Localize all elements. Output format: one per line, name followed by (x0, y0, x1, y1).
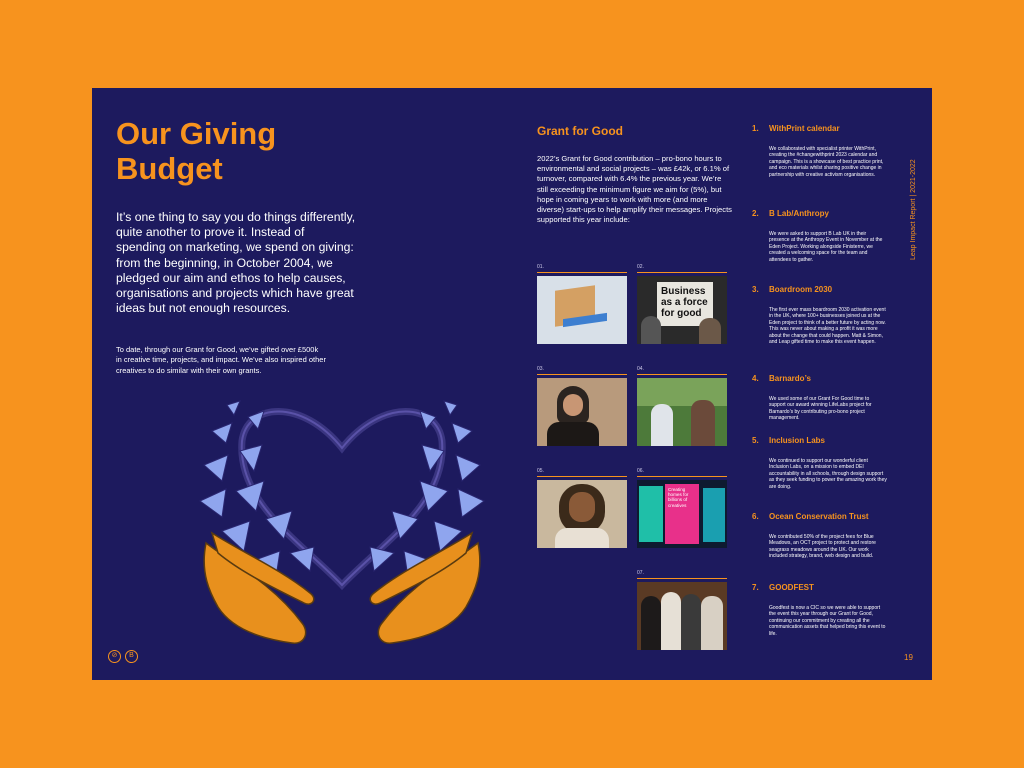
item-number: 1. (752, 124, 759, 133)
photo-02 (637, 264, 727, 344)
photo-05 (537, 468, 627, 548)
photo-number: 01. (537, 264, 544, 270)
list-item (752, 285, 912, 345)
item-title: WithPrint calendar (769, 124, 840, 133)
photo-03 (537, 366, 627, 446)
item-number: 2. (752, 209, 759, 218)
hands-heart-illustration (192, 393, 492, 648)
item-title: GOODFEST (769, 583, 814, 592)
grant-summary-paragraph: To date, through our Grant for Good, we’ve gifted over £500k in creative time, projects, and impact. We’ve also inspired other creatives to do similar with their own grants. (116, 345, 326, 375)
list-item (752, 374, 912, 422)
poster-text: Creating homes for billions of creatives (665, 484, 699, 544)
item-title: B Lab/Anthropy (769, 209, 829, 218)
intro-paragraph: It’s one thing to say you do things differently, quite another to prove it. Instead of spending on marketing, we spend on giving: from the beginning, in October 2004, we pledged our aim and ethos to help causes, organisations and projects which have great ideas but not enough resources. (116, 210, 356, 316)
item-body: We were asked to support B Lab UK in their presence at the Anthropy Event in November at the Eden Project. Working alongside Finisterre, we created a welcoming space for the team and attendees to gather. (769, 231, 883, 263)
item-title: Barnardo’s (769, 374, 811, 383)
list-item (752, 124, 912, 178)
item-number: 5. (752, 436, 759, 445)
title-line-1: Our Giving (116, 116, 277, 151)
item-body: We contributed 50% of the project fees for Blue Meadows, an OCT project to protect and restore seagrass meadows around the UK. Our work included strategy, brand, web design and build. (769, 534, 876, 560)
business-force-photo (637, 276, 727, 344)
speaker-photo (537, 378, 627, 446)
item-number: 3. (752, 285, 759, 294)
grant-for-good-heading: Grant for Good (537, 124, 623, 138)
photo-number: 03. (537, 366, 544, 372)
item-title: Inclusion Labs (769, 436, 826, 445)
item-number: 6. (752, 512, 759, 521)
b-corp-icon: B (125, 650, 138, 663)
photo-number: 02. (637, 264, 644, 270)
photo-number: 04. (637, 366, 644, 372)
list-item (752, 512, 912, 560)
photo-number: 06. (637, 468, 644, 474)
calendar-photo (537, 276, 627, 344)
running-title-text: Leap Impact Report | 2021-2022 (910, 159, 917, 260)
no-plastic-icon: ⊘ (108, 650, 121, 663)
page-number: 19 (904, 653, 913, 662)
item-number: 4. (752, 374, 759, 383)
photo-06 (637, 468, 727, 548)
item-title: Boardroom 2030 (769, 285, 833, 294)
photo-number: 07. (637, 570, 644, 576)
report-running-title (898, 124, 917, 264)
photo-sign-text: Business as a force for good (657, 282, 713, 326)
photo-number: 05. (537, 468, 544, 474)
page-title (116, 116, 376, 186)
item-body: We used some of our Grant For Good time to support our award winning LifeLabs project for Barnardo’s by contributing pro-bono project management. (769, 396, 872, 422)
photo-01 (537, 264, 627, 344)
photo-07 (637, 570, 727, 650)
item-body: Goodfest is now a CIC so we were able to support the event this year through our Grant for Good, continuing our commitment by creating all the communication assets that helped bring this event to life. (769, 605, 886, 637)
item-body: We collaborated with specialist printer WithPrint, creating the #changewithprint 2023 calendar and campaign. This is a showcase of best practice print, and eco materials whilst sharing positive change in partnership with creative activism organisations. (769, 146, 884, 178)
list-item (752, 436, 912, 490)
item-number: 7. (752, 583, 759, 592)
portrait-photo (537, 480, 627, 548)
title-line-2: Budget (116, 151, 223, 186)
item-title: Ocean Conservation Trust (769, 512, 869, 521)
grant-for-good-body: 2022’s Grant for Good contribution – pro-bono hours to environmental and social projects – was £42k, or 6.1% of turnover, compared with 6.4% the previous year. We’re still exceeding the minimum figure we aim for (5%), but hope in coming years to work with more (and more diverse) start-ups to help amplify their messages. Projects supported this year include: (537, 154, 732, 225)
team-group-photo (637, 582, 727, 650)
photo-04 (637, 366, 727, 446)
report-spread (92, 88, 932, 680)
item-body: The first ever mass boardroom 2030 activation event in the UK, where 100+ businesses joined us at the Eden project to think of a better future by acting now. This was never about making a profit it was more about the change that could happen. Matt & Simon, and Leap gifted time to make this event happen. (769, 307, 886, 346)
list-item (752, 583, 912, 637)
certification-logos (108, 650, 138, 663)
posters-photo (637, 480, 727, 548)
outdoor-group-photo (637, 378, 727, 446)
list-item (752, 209, 912, 263)
item-body: We continued to support our wonderful client Inclusion Labs, on a mission to embed DEI accountability in all schools, through design support as they seek funding to power the amazing work they are doing. (769, 458, 887, 490)
